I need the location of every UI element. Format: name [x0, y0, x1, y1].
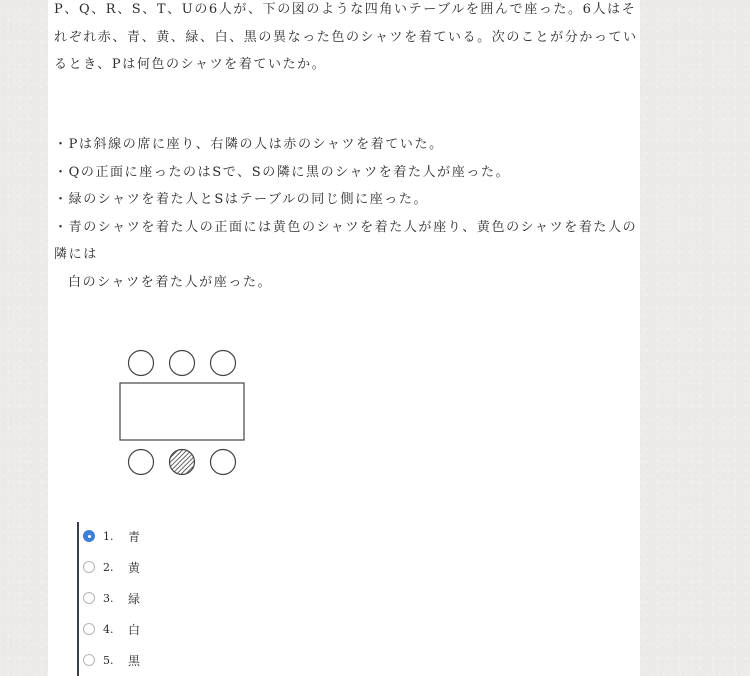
choice-2[interactable] — [79, 556, 140, 578]
choice-label: 緑 — [128, 591, 141, 606]
seat-top-left — [129, 351, 154, 376]
seat-top-right — [211, 351, 236, 376]
choice-label: 青 — [128, 529, 141, 544]
choice-number: 5. — [103, 653, 114, 667]
condition-item: ・緑のシャツを着た人とSはテーブルの同じ側に座った。 — [54, 192, 429, 207]
condition-item: ・Qの正面に座ったのはSで、Sの隣に黒のシャツを着た人が座った。 — [54, 164, 511, 180]
radio-button[interactable] — [83, 654, 95, 666]
condition-item: ・青のシャツを着た人の正面には黄色のシャツを着た人が座り、黄色のシャツを着た人の隣には — [54, 219, 638, 262]
radio-button[interactable] — [83, 592, 95, 604]
question-page — [48, 0, 640, 676]
choice-label: 白 — [128, 622, 141, 637]
choice-5[interactable] — [79, 649, 140, 671]
choice-1[interactable] — [79, 525, 140, 547]
table-rectangle — [120, 383, 244, 440]
seat-top-middle — [170, 351, 195, 376]
choice-3[interactable] — [79, 587, 140, 609]
conditions-list — [54, 131, 638, 296]
seat-bottom-right — [211, 450, 236, 475]
radio-button[interactable] — [83, 623, 95, 635]
radio-button[interactable] — [83, 561, 95, 573]
seat-bottom-left — [129, 450, 154, 475]
choice-number: 1. — [103, 529, 114, 543]
seat-bottom-middle-hatched — [170, 450, 195, 475]
condition-item: ・Pは斜線の席に座り、右隣の人は赤のシャツを着ていた。 — [54, 137, 444, 152]
radio-button-selected[interactable] — [83, 530, 95, 542]
choice-4[interactable] — [79, 618, 140, 640]
choice-number: 4. — [103, 622, 114, 636]
choice-label: 黄 — [128, 560, 141, 575]
choice-number: 2. — [103, 560, 114, 574]
table-diagram — [116, 344, 256, 480]
choice-number: 3. — [103, 591, 114, 605]
answer-choices — [77, 522, 329, 676]
condition-continuation: 白のシャツを着た人が座った。 — [68, 274, 273, 290]
choice-label: 黒 — [128, 653, 141, 668]
question-text: P、Q、R、S、T、Uの6人が、下の図のような四角いテーブルを囲んで座った。6人はそれぞれ赤、青、黄、緑、白、黒の異なった色のシャツを着ている。次のことが分かっているとき、Pは何色のシャツを着ていたか。 — [54, 2, 638, 72]
